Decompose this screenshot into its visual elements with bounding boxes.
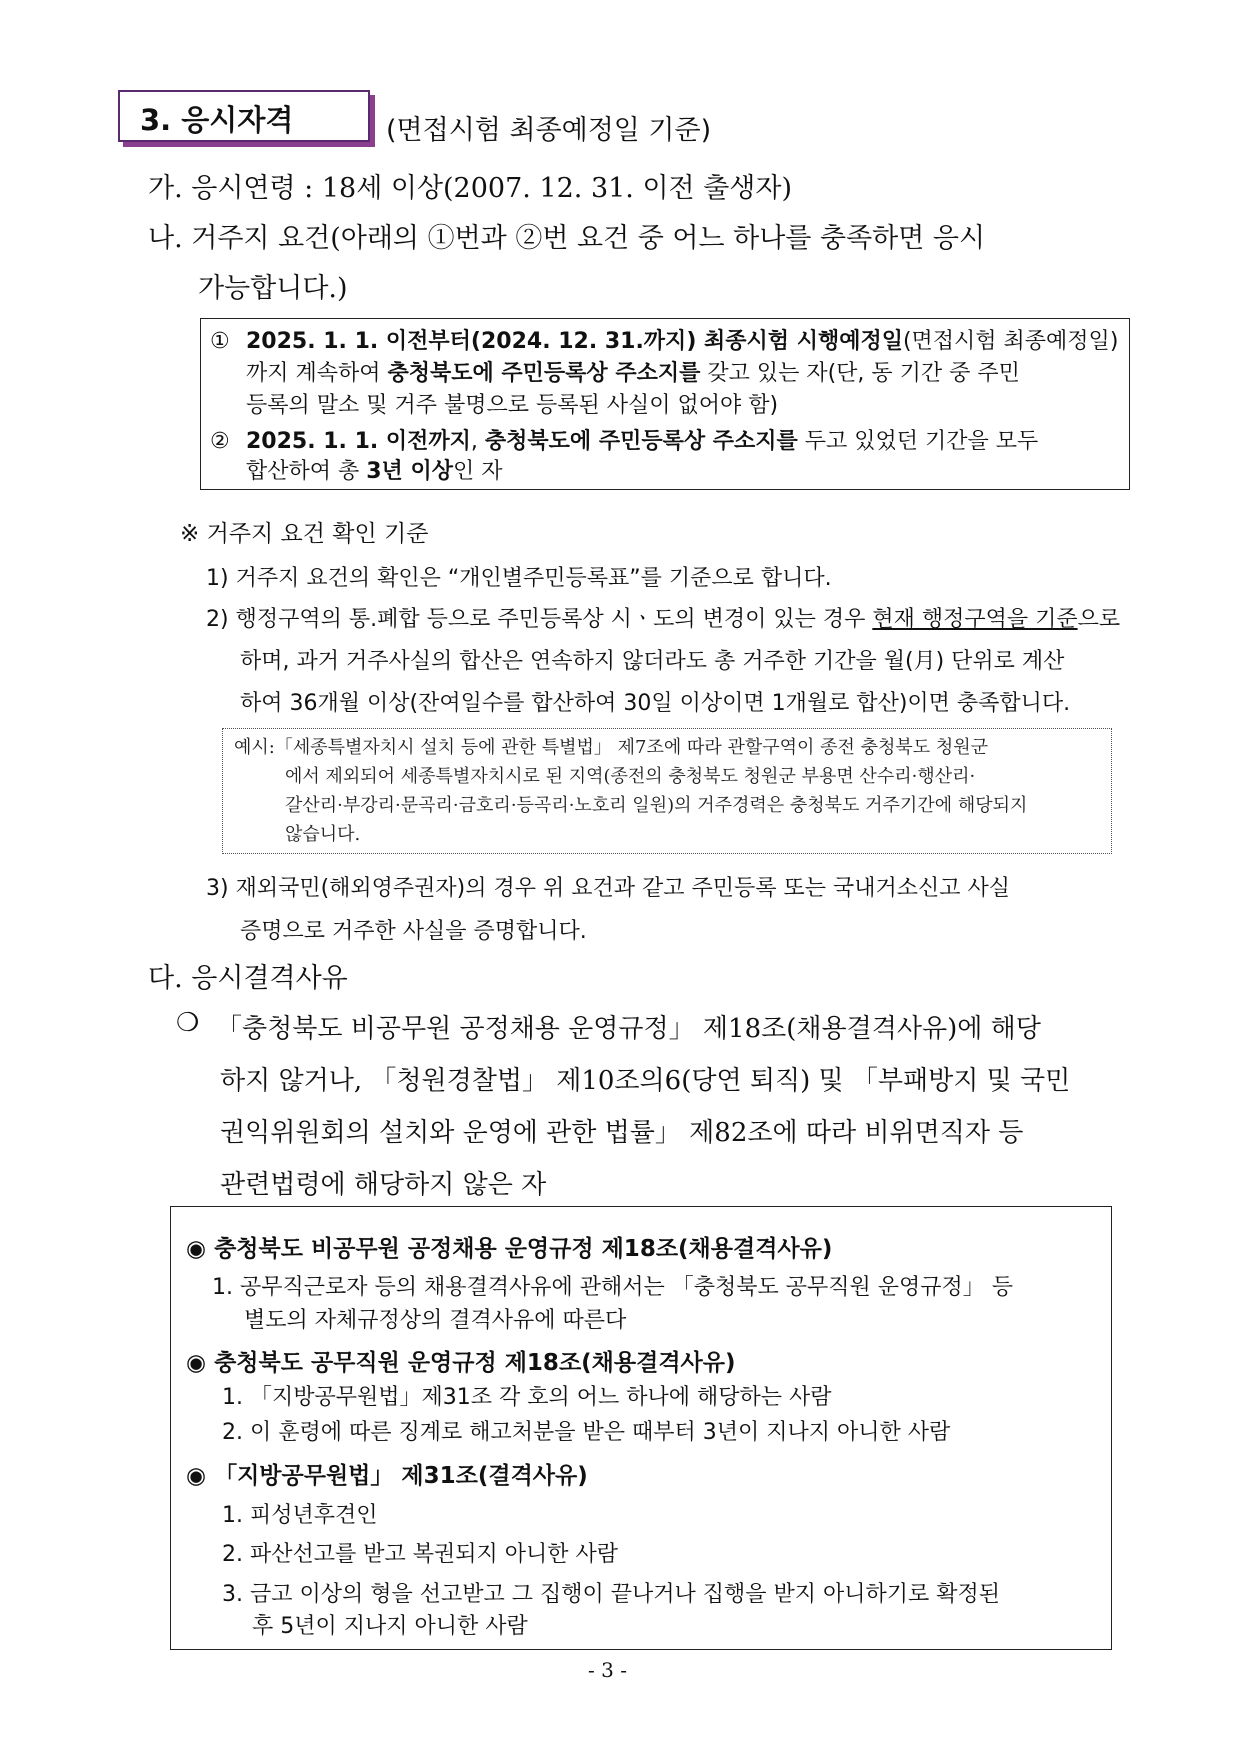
residence-requirement-line1: 나. 거주지 요건(아래의 ①번과 ②번 요건 중 어느 하나를 충족하면 응시	[148, 223, 986, 254]
example-line3: 갈산리·부강리·문곡리·금호리·등곡리·노호리 일원)의 거주경력은 충청북도 거주기간에 해당되지	[285, 795, 1028, 816]
section-subtitle: (면접시험 최종예정일 기준)	[386, 115, 712, 146]
req1-line3: 등록의 말소 및 거주 불명으로 등록된 사실이 없어야 함)	[246, 393, 779, 418]
bullet-icon: ❍	[176, 1008, 200, 1038]
disqualification-heading: 다. 응시결격사유	[148, 963, 348, 994]
criteria-item2-line1: 2) 행정구역의 통.폐합 등으로 주민등록상 시ㆍ도의 변경이 있는 경우 현재 행정구역을 기준으로	[206, 607, 1121, 632]
criteria-item1: 1) 거주지 요건의 확인은 “개인별주민등록표”를 기준으로 합니다.	[206, 566, 832, 591]
disqualification-line4: 관련법령에 해당하지 않은 자	[220, 1170, 547, 1200]
criteria-item3-line2: 증명으로 거주한 사실을 증명합니다.	[240, 919, 587, 944]
section-title-box	[118, 90, 370, 142]
law-s2-title: ◉ 충청북도 공무직원 운영규정 제18조(채용결격사유)	[186, 1350, 736, 1376]
law-s3-item3-line2: 후 5년이 지나지 아니한 사람	[252, 1614, 528, 1639]
page-number: - 3 -	[588, 1658, 627, 1682]
law-s3-item1: 1. 피성년후견인	[222, 1503, 378, 1528]
disqualification-line1: 「충청북도 비공무원 공정채용 운영규정」 제18조(채용결격사유)에 해당	[216, 1014, 1041, 1044]
req1-line2: 까지 계속하여 충청북도에 주민등록상 주소지를 갖고 있는 자(단, 동 기간 중 주민	[246, 361, 1020, 386]
criteria-item2-line2: 하며, 과거 거주사실의 합산은 연속하지 않더라도 총 거주한 기간을 월(月) 단위로 계산	[240, 649, 1065, 674]
law-s1-title: ◉ 충청북도 비공무원 공정채용 운영규정 제18조(채용결격사유)	[186, 1236, 833, 1262]
req2-line1: 2025. 1. 1. 이전까지, 충청북도에 주민등록상 주소지를 두고 있었던 기간을 모두	[246, 429, 1039, 454]
criteria-heading: ※ 거주지 요건 확인 기준	[180, 521, 429, 547]
disqualification-line3: 권익위원회의 설치와 운영에 관한 법률」 제82조에 따라 비위면직자 등	[220, 1118, 1024, 1148]
criteria-item2-line3: 하여 36개월 이상(잔여일수를 합산하여 30일 이상이면 1개월로 합산)이면 충족합니다.	[240, 691, 1071, 716]
residence-requirement-line2: 가능합니다.)	[198, 273, 348, 304]
disqualification-line2: 하지 않거나, 「청원경찰법」 제10조의6(당연 퇴직) 및 「부패방지 및 국민	[220, 1066, 1071, 1096]
req1-marker: ①	[210, 329, 230, 354]
law-s1-item1-line2: 별도의 자체규정상의 결격사유에 따른다	[244, 1308, 627, 1333]
age-requirement: 가. 응시연령 : 18세 이상(2007. 12. 31. 이전 출생자)	[148, 173, 793, 204]
law-s1-item1-line1: 1. 공무직근로자 등의 채용결격사유에 관해서는 「충청북도 공무직원 운영규정」 등	[212, 1275, 1014, 1300]
law-s3-item2: 2. 파산선고를 받고 복권되지 아니한 사람	[222, 1542, 618, 1567]
section-title: 3. 응시자격	[140, 103, 294, 137]
criteria-item3-line1: 3) 재외국민(해외영주권자)의 경우 위 요건과 같고 주민등록 또는 국내거소신고 사실	[206, 876, 1011, 901]
req2-marker: ②	[210, 429, 230, 454]
law-s2-item2: 2. 이 훈령에 따른 징계로 해고처분을 받은 때부터 3년이 지나지 아니한 사람	[222, 1420, 951, 1445]
law-s3-item3-line1: 3. 금고 이상의 형을 선고받고 그 집행이 끝나거나 집행을 받지 아니하기로 확정된	[222, 1582, 1000, 1607]
law-s3-title: ◉ 「지방공무원법」 제31조(결격사유)	[186, 1463, 588, 1489]
example-line2: 에서 제외되어 세종특별자치시로 된 지역(종전의 충청북도 청원군 부용면 산수리·행산리·	[285, 766, 976, 787]
example-line1: 예시:「세종특별자치시 설치 등에 관한 특별법」 제7조에 따라 관할구역이 종전 충청북도 청원군	[234, 737, 989, 758]
req2-line2: 합산하여 총 3년 이상인 자	[246, 459, 503, 484]
law-s2-item1: 1. 「지방공무원법」제31조 각 호의 어느 하나에 해당하는 사람	[222, 1385, 832, 1410]
req1-line1: 2025. 1. 1. 이전부터(2024. 12. 31.까지) 최종시험 시행예정일(면접시험 최종예정일)	[246, 329, 1119, 354]
example-line4: 않습니다.	[285, 824, 361, 845]
